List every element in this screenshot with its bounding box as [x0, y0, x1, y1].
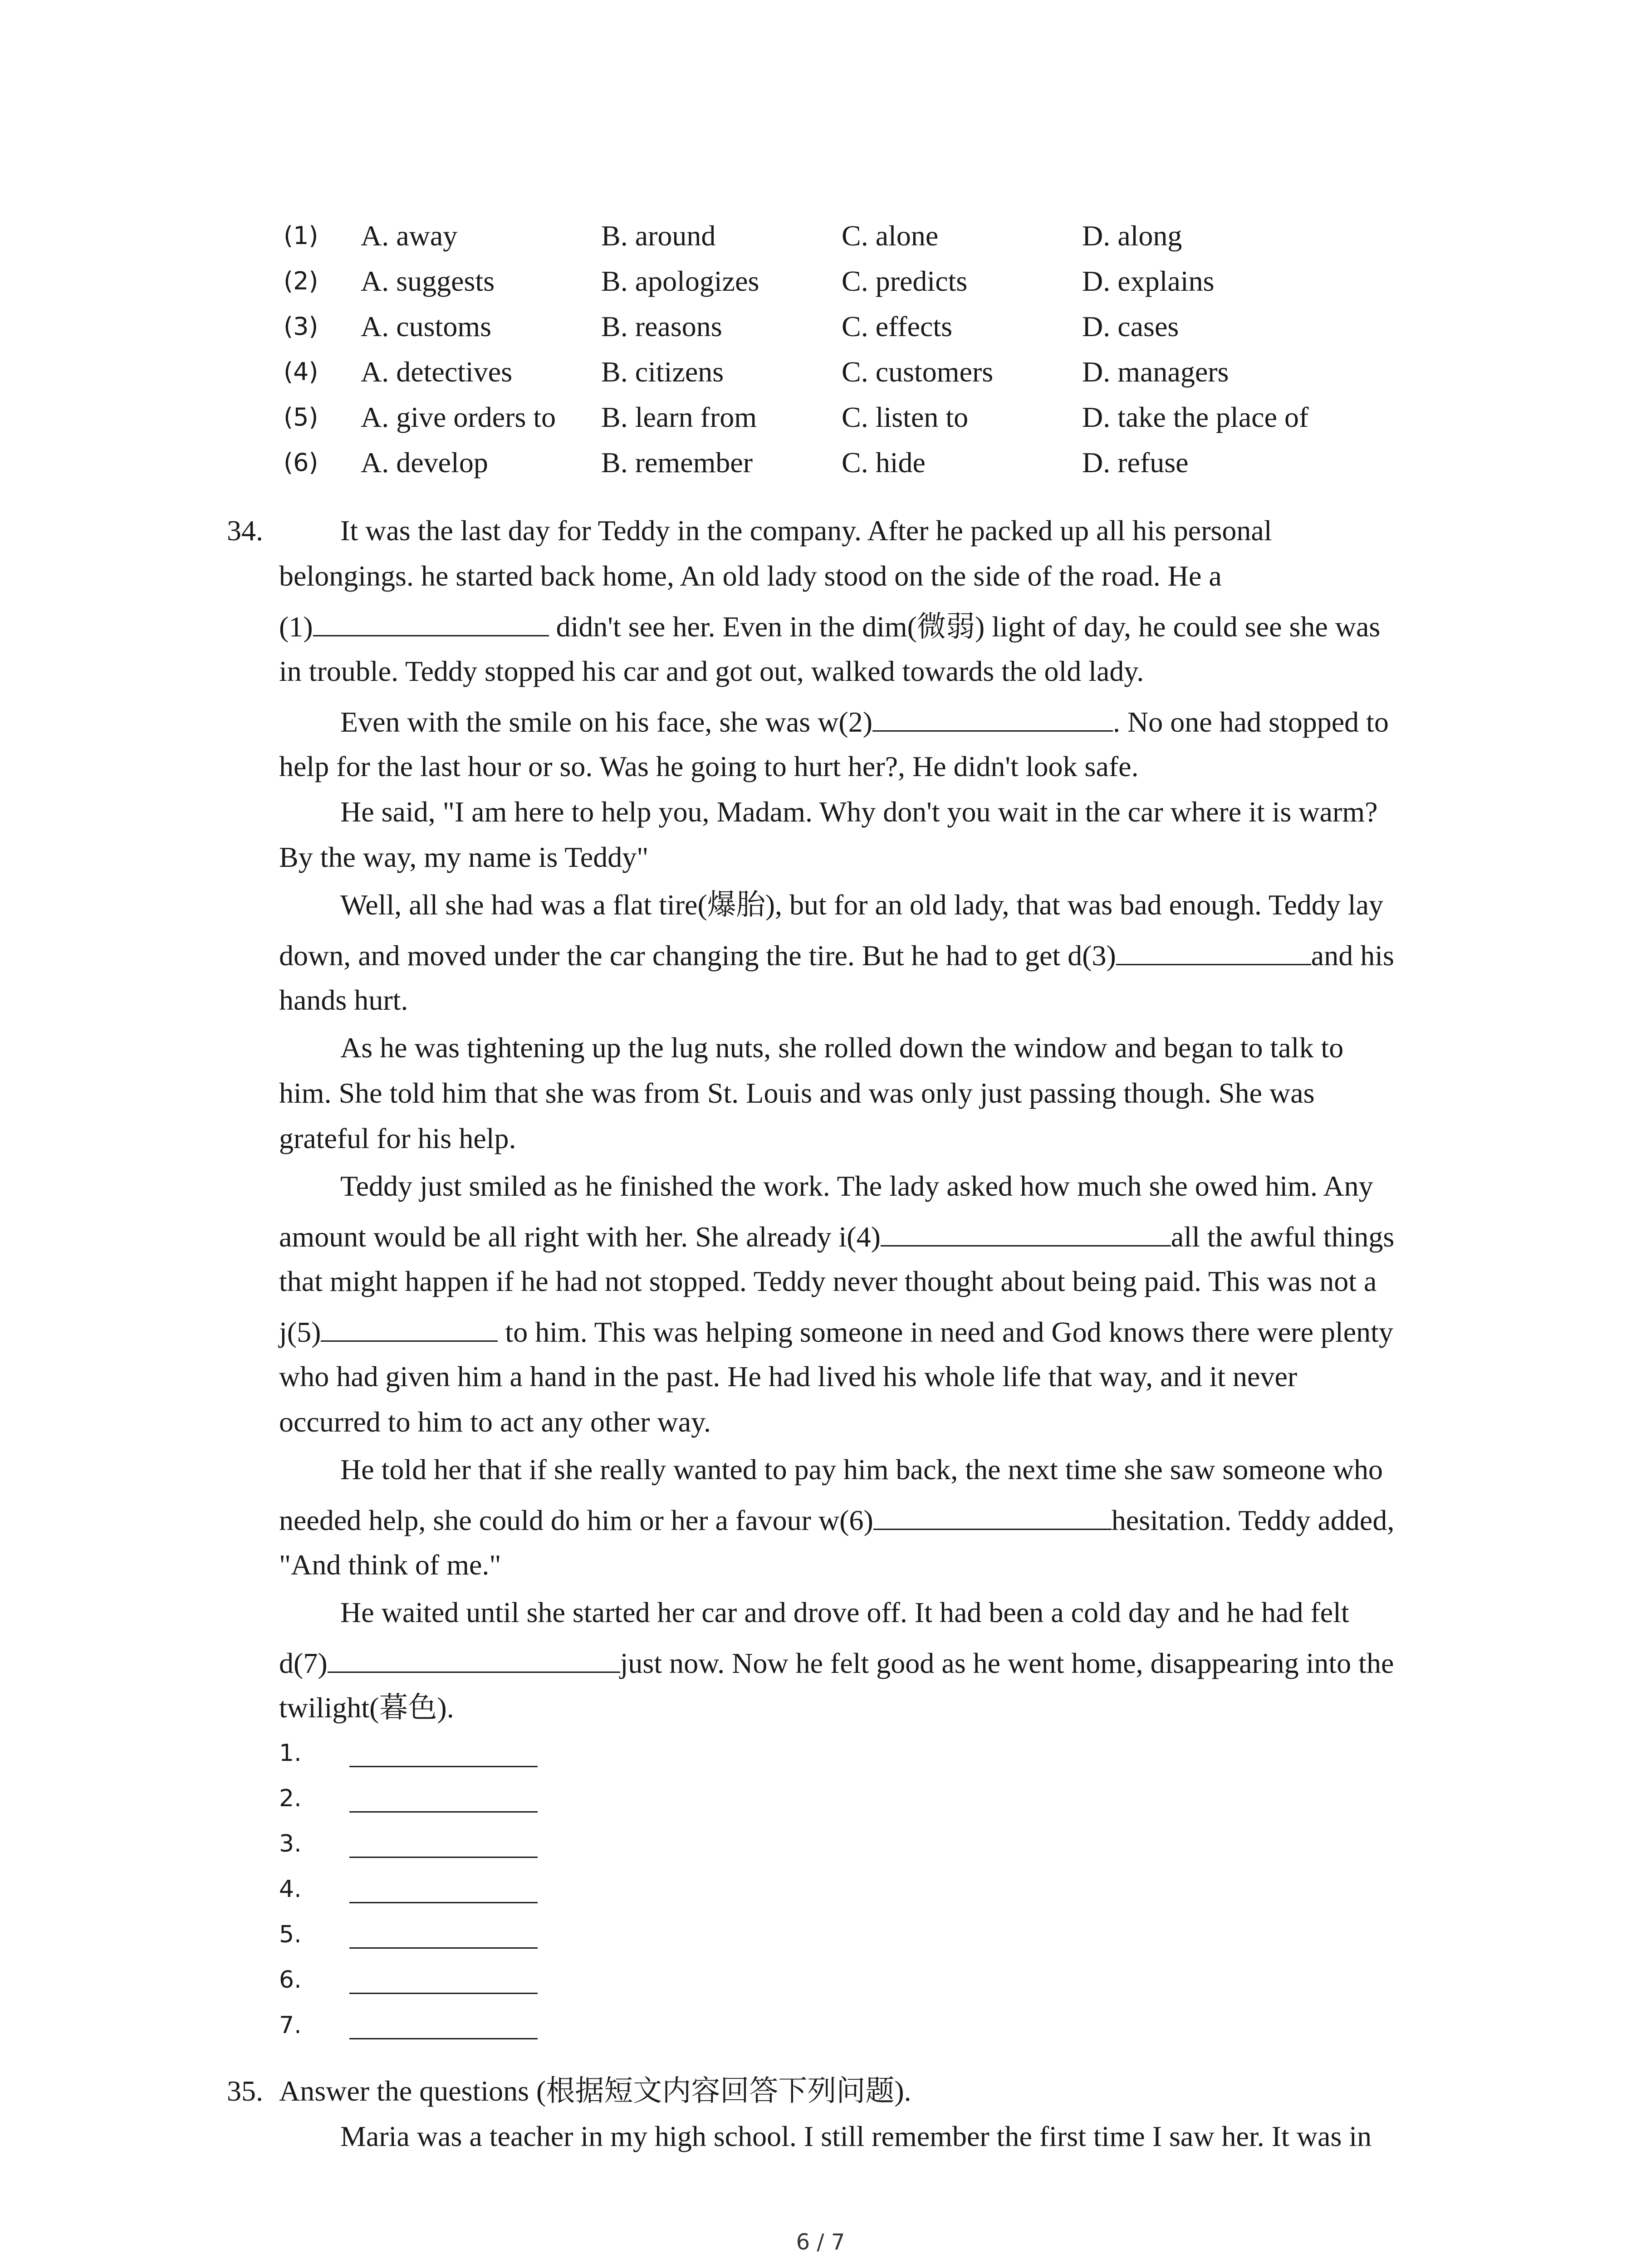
passage-line: help for the last hour or so. Was he going to hurt her?, He didn't look safe. [279, 750, 1139, 782]
blank-5[interactable] [321, 1309, 498, 1342]
passage-text: j(5) [279, 1316, 321, 1348]
passage-line: By the way, my name is Teddy" [279, 841, 649, 873]
answer-field[interactable] [349, 1947, 538, 1949]
passage-line: As he was tightening up the lug nuts, she rolled down the window and began to talk to [340, 1031, 1344, 1064]
option-number: (2) [284, 267, 318, 295]
answer-number: 2. [279, 1785, 302, 1812]
passage-line: He said, "I am here to help you, Madam. Why don't you wait in the car where it is warm? [340, 796, 1378, 828]
option-c[interactable]: C. predicts [842, 265, 968, 297]
passage-line: in trouble. Teddy stopped his car and got out, walked towards the old lady. [279, 655, 1144, 687]
option-c[interactable]: C. effects [842, 310, 953, 342]
passage-line: occurred to him to act any other way. [279, 1406, 711, 1438]
passage-text: just now. Now he felt good as he went home, disappearing into the [620, 1647, 1394, 1679]
answer-number: 3. [279, 1830, 302, 1857]
option-number: (3) [284, 312, 318, 341]
answer-field[interactable] [349, 1902, 538, 1903]
answer-field[interactable] [349, 1811, 538, 1813]
passage-text: d(7) [279, 1647, 328, 1679]
blank-7[interactable] [328, 1640, 620, 1673]
passage-text: Even with the smile on his face, she was w(2) [340, 706, 873, 738]
option-c[interactable]: C. hide [842, 446, 926, 479]
passage-line [340, 699, 1389, 744]
option-number: (6) [284, 448, 318, 477]
blank-2[interactable] [872, 699, 1113, 732]
passage-text: hesitation. Teddy added, [1111, 1504, 1395, 1536]
option-b[interactable]: B. learn from [601, 401, 757, 433]
passage-line: It was the last day for Teddy in the company. After he packed up all his personal [340, 514, 1272, 547]
passage-line: hands hurt. [279, 984, 408, 1016]
answer-number: 7. [279, 2012, 302, 2039]
passage-text: needed help, she could do him or her a favour w(6) [279, 1504, 873, 1536]
passage-line: Teddy just smiled as he finished the work. The lady asked how much she owed him. Any [340, 1170, 1373, 1202]
option-a[interactable]: A. detectives [361, 356, 513, 388]
question-number: 34. [227, 514, 263, 547]
passage-text: didn't see her. Even in the dim(微弱) light of day, he could see she was [556, 611, 1381, 643]
option-b[interactable]: B. citizens [601, 356, 724, 388]
option-number: (5) [284, 403, 318, 431]
passage-line [279, 1213, 1394, 1259]
answer-number: 1. [279, 1740, 302, 1767]
passage-line [279, 603, 1380, 649]
passage-line: He waited until she started her car and drove off. It had been a cold day and he had felt [340, 1596, 1349, 1628]
option-a[interactable]: A. develop [361, 446, 488, 479]
passage-text: to him. This was helping someone in need and God knows there were plenty [505, 1316, 1393, 1348]
passage-line: "And think of me." [279, 1549, 501, 1581]
option-d[interactable]: D. cases [1082, 310, 1179, 342]
option-a[interactable]: A. away [361, 220, 458, 252]
option-d[interactable]: D. explains [1082, 265, 1215, 297]
answer-field[interactable] [349, 2038, 538, 2039]
passage-text: all the awful things [1171, 1221, 1395, 1253]
option-d[interactable]: D. along [1082, 220, 1182, 252]
answer-field[interactable] [349, 1993, 538, 1994]
passage-line: belongings. he started back home, An old lady stood on the side of the road. He a [279, 560, 1222, 592]
passage-line [279, 1497, 1394, 1542]
passage-text: and his [1311, 939, 1394, 972]
passage-line: grateful for his help. [279, 1122, 516, 1154]
option-c[interactable]: C. customers [842, 356, 994, 388]
answer-number: 5. [279, 1921, 302, 1948]
blank-label: (1) [279, 611, 313, 643]
blank-6[interactable] [873, 1497, 1112, 1530]
option-number: (4) [284, 357, 318, 386]
passage-line: Well, all she had was a flat tire(爆胎), but for an old lady, that was bad enough. Teddy lay [340, 889, 1384, 921]
passage-line: that might happen if he had not stopped. Teddy never thought about being paid. This was not a [279, 1265, 1377, 1297]
passage-line: who had given him a hand in the past. He had lived his whole life that way, and it never [279, 1360, 1298, 1393]
passage-text: down, and moved under the car changing the tire. But he had to get d(3) [279, 939, 1116, 972]
option-c[interactable]: C. alone [842, 220, 939, 252]
blank-1[interactable] [313, 603, 549, 636]
option-number: (1) [284, 221, 318, 250]
passage-text: . No one had stopped to [1113, 706, 1389, 738]
passage-line [279, 1640, 1394, 1685]
answer-field[interactable] [349, 1857, 538, 1858]
page-number: 6 / 7 [796, 2229, 845, 2255]
answer-number: 6. [279, 1966, 302, 1994]
passage-line [279, 1309, 1393, 1354]
answer-field[interactable] [349, 1766, 538, 1767]
question-number: 35. [227, 2075, 263, 2107]
option-b[interactable]: B. around [601, 220, 716, 252]
question-title: Answer the questions (根据短文内容回答下列问题). [279, 2075, 911, 2107]
option-d[interactable]: D. take the place of [1082, 401, 1309, 433]
option-a[interactable]: A. customs [361, 310, 491, 342]
answer-number: 4. [279, 1876, 302, 1903]
passage-line: him. She told him that she was from St. Louis and was only just passing though. She was [279, 1077, 1315, 1109]
blank-3[interactable] [1116, 932, 1311, 965]
option-b[interactable]: B. reasons [601, 310, 722, 342]
blank-4[interactable] [881, 1213, 1171, 1246]
passage-line: He told her that if she really wanted to pay him back, the next time she saw someone who [340, 1453, 1383, 1486]
passage-text: amount would be all right with her. She already i(4) [279, 1221, 881, 1253]
option-d[interactable]: D. refuse [1082, 446, 1189, 479]
passage-line: twilight(暮色). [279, 1691, 454, 1724]
option-a[interactable]: A. suggests [361, 265, 495, 297]
option-a[interactable]: A. give orders to [361, 401, 556, 433]
passage-line: Maria was a teacher in my high school. I still remember the first time I saw her. It was in [340, 2120, 1372, 2152]
option-b[interactable]: B. apologizes [601, 265, 759, 297]
passage-line [279, 932, 1394, 978]
option-d[interactable]: D. managers [1082, 356, 1229, 388]
option-b[interactable]: B. remember [601, 446, 753, 479]
option-c[interactable]: C. listen to [842, 401, 969, 433]
